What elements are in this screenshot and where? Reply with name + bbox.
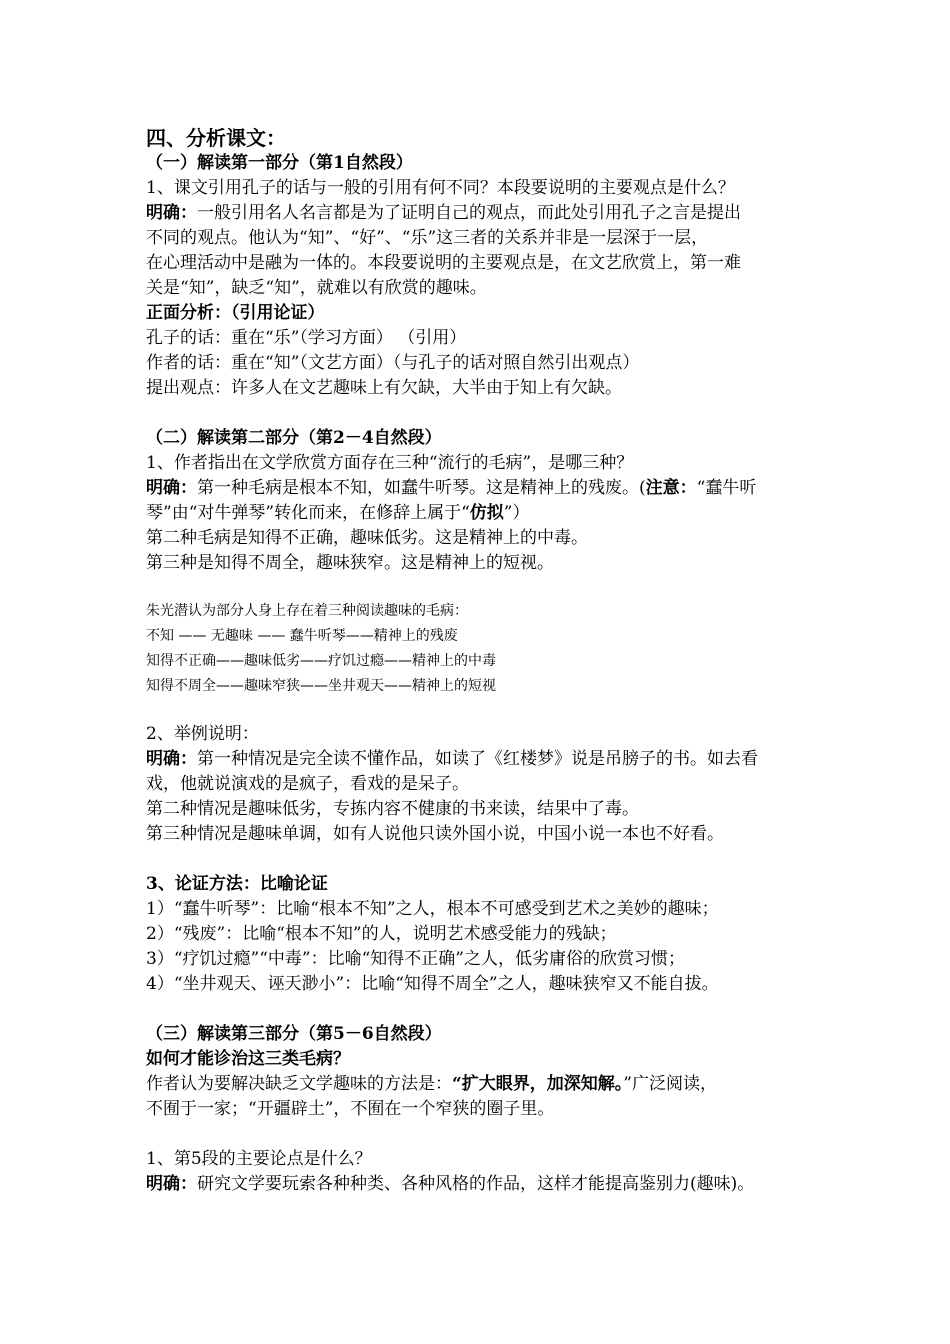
part1-answer-line: 关是“知”，缺乏“知”，就难以有欣赏的趣味。 (146, 278, 487, 298)
part3-answer-line (146, 1172, 754, 1196)
answer-text: ”） (503, 503, 530, 523)
answer-text: 一般引用名人名言都是为了证明自己的观点，而此处引用孔子之言是提出 (197, 203, 741, 223)
answer-label: 明确： (146, 1174, 197, 1194)
answer-label: 明确： (146, 478, 197, 498)
second-fault-line: 第二种毛病是知得不正确，趣味低劣。这是精神上的中毒。 (146, 528, 588, 548)
argument-method-heading: 3、论证方法：比喻论证 (146, 874, 328, 894)
part1-answer-line (146, 201, 741, 225)
part1-question: 1、课文引用孔子的话与一般的引用有何不同？本段要说明的主要观点是什么？ (146, 178, 735, 198)
answer-text: 琴”由“对牛弹琴”转化而来，在修辞上属于“ (146, 503, 470, 523)
solution-key-phrase: “扩大眼界，加深知解。 (452, 1074, 624, 1094)
part2-answer-line (146, 501, 529, 525)
part3-question-1: 1、第5段的主要论点是什么？ (146, 1149, 372, 1169)
answer-text: 第一种情况是完全读不懂作品，如读了《红楼梦》说是吊膀子的书。如去看 (197, 749, 758, 769)
positive-analysis-heading: 正面分析：（引用论证） (146, 303, 325, 323)
answer-label: 明确： (146, 749, 197, 769)
summary-line: 不知 —— 无趣味 —— 蠢牛听琴——精神上的残废 (146, 628, 458, 644)
part3-question: 如何才能诊治这三类毛病？ (146, 1049, 350, 1069)
part2-question: 1、作者指出在文学欣赏方面存在三种“流行的毛病”，是哪三种？ (146, 453, 634, 473)
solution-text: 作者认为要解决缺乏文学趣味的方法是： (146, 1074, 452, 1094)
example-line: 第三种情况是趣味单调，如有人说他只读外国小说，中国小说一本也不好看。 (146, 824, 724, 844)
solution-line: 不囿于一家；“开疆辟土”，不囿在一个窄狭的圈子里。 (146, 1099, 555, 1119)
answer-text: 研究文学要玩索各种种类、各种风格的作品，这样才能提高鉴别力(趣味)。 (197, 1174, 755, 1194)
example-line: 第二种情况是趣味低劣，专拣内容不健康的书来读，结果中了毒。 (146, 799, 639, 819)
viewpoint-line: 提出观点：许多人在文艺趣味上有欠缺，大半由于知上有欠缺。 (146, 378, 622, 398)
summary-line: 知得不正确——趣味低劣——疗饥过瘾——精神上的中毒 (146, 653, 496, 669)
solution-text: ”广泛阅读， (623, 1074, 717, 1094)
metaphor-item: 3）“疗饥过瘾”“中毒”：比喻“知得不正确”之人，低劣庸俗的欣赏习惯； (146, 949, 685, 969)
part2-answer-line (146, 476, 756, 500)
solution-line (146, 1072, 717, 1096)
confucius-line: 孔子的话：重在“乐”（学习方面） （引用） (146, 328, 467, 348)
section-title: 四、分析课文： (146, 126, 286, 150)
summary-intro: 朱光潜认为部分人身上存在着三种阅读趣味的毛病： (146, 603, 468, 619)
example-line (146, 747, 758, 771)
metaphor-item: 1）“蠢牛听琴”：比喻“根本不知”之人，根本不可感受到艺术之美妙的趣味； (146, 899, 719, 919)
part1-heading: （一）解读第一部分（第1自然段） (146, 153, 413, 173)
summary-line: 知得不周全——趣味窄狭——坐井观天——精神上的短视 (146, 678, 496, 694)
metaphor-item: 2）“残废”：比喻“根本不知”的人，说明艺术感受能力的残缺； (146, 924, 617, 944)
part1-answer-line: 在心理活动中是融为一体的。本段要说明的主要观点是，在文艺欣赏上，第一难 (146, 253, 741, 273)
answer-text: 第一种毛病是根本不知，如蠢牛听琴。这是精神上的残废。( (197, 478, 646, 498)
third-fault-line: 第三种是知得不周全，趣味狭窄。这是精神上的短视。 (146, 553, 554, 573)
metaphor-item: 4）“坐井观天、诬天渺小”：比喻“知得不周全”之人，趣味狭窄又不能自拔。 (146, 974, 719, 994)
note-label: 注意： (645, 478, 697, 498)
part3-heading: （三）解读第三部分（第5－6自然段） (146, 1024, 442, 1044)
part2-heading: （二）解读第二部分（第2－4自然段） (146, 428, 442, 448)
answer-label: 明确： (146, 203, 197, 223)
answer-text: “蠢牛听 (696, 478, 757, 498)
author-line: 作者的话：重在“知”（文艺方面）（与孔子的话对照自然引出观点） (146, 353, 640, 373)
part2-question-2: 2、举例说明： (146, 724, 259, 744)
example-line: 戏，他就说演戏的是疯子，看戏的是呆子。 (146, 774, 469, 794)
rhetoric-term: 仿拟 (469, 503, 504, 523)
part1-answer-line: 不同的观点。他认为“知”、“好”、“乐”这三者的关系并非是一层深于一层， (146, 228, 709, 248)
